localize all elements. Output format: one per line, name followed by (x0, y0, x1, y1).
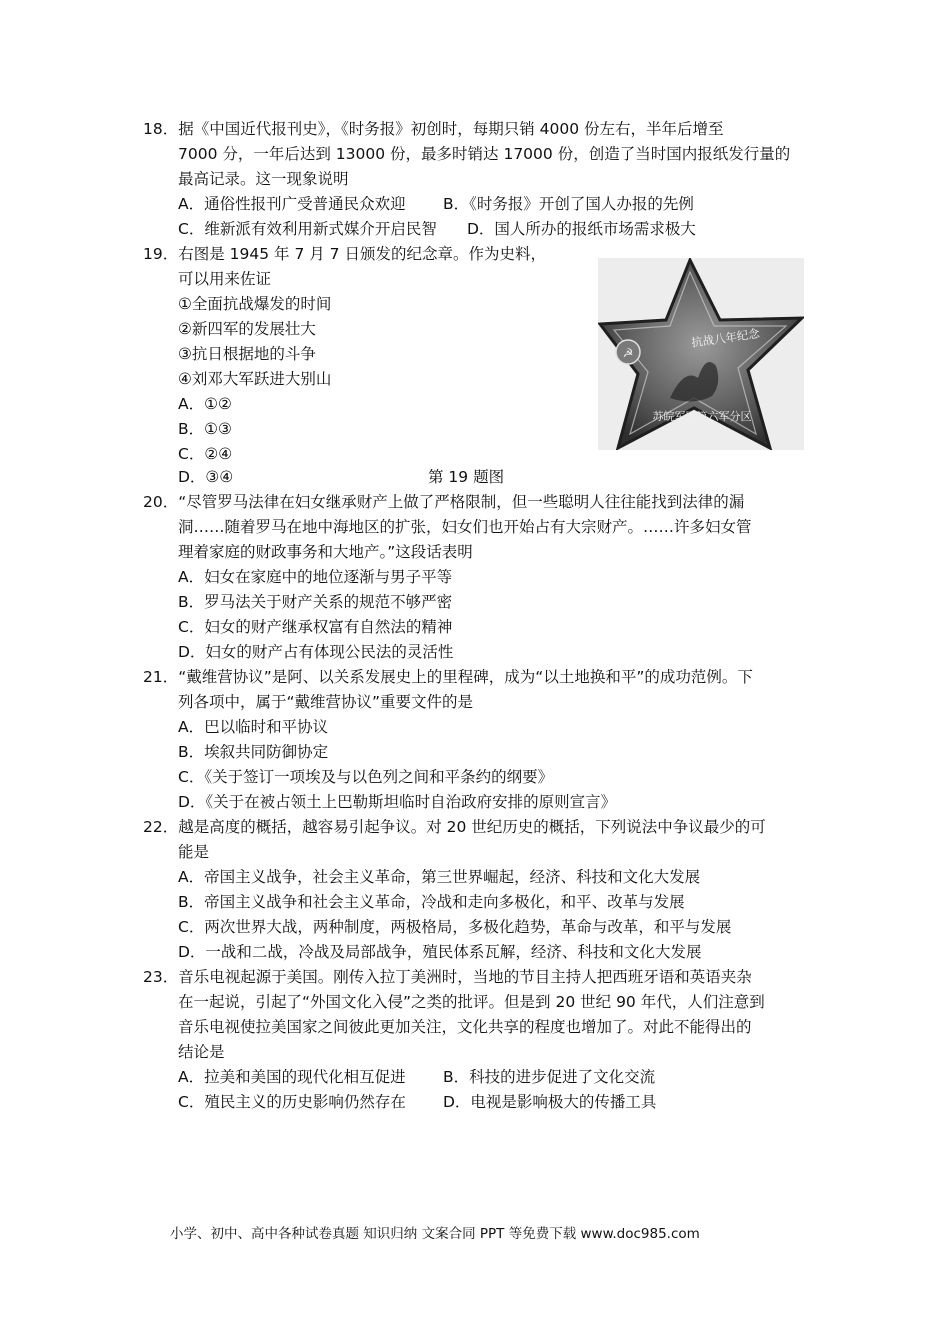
medal-bottom-inscription: 苏皖军区第六军分区 (652, 410, 752, 423)
q21-option-c: C．《关于签订一项埃及与以色列之间和平条约的纲要》 (178, 768, 554, 786)
q19-item-1: ①全面抗战爆发的时间 (178, 295, 332, 313)
q19-item-4: ④刘邓大军跃进大别山 (178, 370, 332, 388)
q22-line-1: 22．越是高度的概括，越容易引起争议。对 20 世纪历史的概括，下列说法中争议最少的可 (143, 818, 766, 836)
footer-advert: 小学、初中、高中各种试卷真题 知识归纳 文案合同 PPT 等免费下载 www.doc985.com (170, 1226, 700, 1242)
q23-option-c: C．殖民主义的历史影响仍然存在 (178, 1093, 406, 1111)
q22-option-d: D．一战和二战，冷战及局部战争，殖民体系瓦解，经济、科技和文化大发展 (178, 943, 702, 961)
q18-option-d: D．国人所办的报纸市场需求极大 (467, 220, 696, 238)
q19-line-1: 19．右图是 1945 年 7 月 7 日颁发的纪念章。作为史料， (143, 245, 546, 263)
q22-line-2: 能是 (178, 843, 210, 861)
q23-option-a: A．拉美和美国的现代化相互促进 (178, 1068, 406, 1086)
q20-line-3: 理着家庭的财政事务和大地产。”这段话表明 (178, 543, 473, 561)
q20-line-2: 洞……随着罗马在地中海地区的扩张，妇女们也开始占有大宗财产。……许多妇女管 (178, 518, 752, 536)
q18-option-a: A．通俗性报刊广受普通民众欢迎 (178, 195, 406, 213)
q19-line-2: 可以用来佐证 (178, 270, 272, 288)
q21-option-b: B．埃叙共同防御协定 (178, 743, 329, 761)
q18-option-c: C．维新派有效利用新式媒介开启民智 (178, 220, 437, 238)
q23-line-4: 结论是 (178, 1043, 225, 1061)
q23-option-d: D．电视是影响极大的传播工具 (443, 1093, 657, 1111)
q19-item-2: ②新四军的发展壮大 (178, 320, 316, 338)
q19-option-a: A．①② (178, 395, 232, 413)
medal-top-inscription: 抗战八年纪念 (690, 326, 761, 350)
q18-line-1: 18．据《中国近代报刊史》，《时务报》初创时，每期只销 4000 份左右，半年后增至 (143, 120, 724, 138)
q23-line-2: 在一起说，引起了“外国文化入侵”之类的批评。但是到 20 世纪 90 年代，人们注意到 (178, 993, 765, 1011)
q22-option-c: C．两次世界大战，两种制度，两极格局，多极化趋势，革命与改革，和平与发展 (178, 918, 732, 936)
q18-line-3: 最高记录。这一现象说明 (178, 170, 349, 188)
q21-option-a: A．巴以临时和平协议 (178, 718, 329, 736)
q23-option-b: B．科技的进步促进了文化交流 (443, 1068, 656, 1086)
q21-line-2: 列各项中，属于“戴维营协议”重要文件的是 (178, 693, 474, 711)
q19-option-d: D．③④ (178, 468, 234, 486)
figure-caption: 第 19 题图 (428, 468, 505, 486)
q21-option-d: D．《关于在被占领土上巴勒斯坦临时自治政府安排的原则宣言》 (178, 793, 617, 811)
q22-option-a: A．帝国主义战争，社会主义革命，第三世界崛起，经济、科技和文化大发展 (178, 868, 701, 886)
q20-option-b: B．罗马法关于财产关系的规范不够严密 (178, 593, 453, 611)
q23-line-3: 音乐电视使拉美国家之间彼此更加关注，文化共享的程度也增加了。对此不能得出的 (178, 1018, 752, 1036)
q23-line-1: 23．音乐电视起源于美国。刚传入拉丁美洲时，当地的节目主持人把西班牙语和英语夹杂 (143, 968, 752, 986)
q21-line-1: 21．“戴维营协议”是阿、以关系发展史上的里程碑，成为“以土地换和平”的成功范例。下 (143, 668, 753, 686)
q20-line-1: 20．“尽管罗马法律在妇女继承财产上做了严格限制，但一些聪明人往往能找到法律的漏 (143, 493, 745, 511)
q19-option-b: B．①③ (178, 420, 232, 438)
svg-text:☭: ☭ (622, 346, 634, 360)
q20-option-d: D．妇女的财产占有体现公民法的灵活性 (178, 643, 454, 661)
commemorative-medal-image (598, 258, 804, 450)
q18-line-2: 7000 分，一年后达到 13000 份，最多时销达 17000 份，创造了当时国内报纸发行量的 (178, 145, 791, 163)
q18-option-b: B．《时务报》开创了国人办报的先例 (443, 195, 694, 213)
q22-option-b: B．帝国主义战争和社会主义革命，冷战和走向多极化，和平、改革与发展 (178, 893, 685, 911)
q20-option-c: C．妇女的财产继承权富有自然法的精神 (178, 618, 453, 636)
q20-option-a: A．妇女在家庭中的地位逐渐与男子平等 (178, 568, 453, 586)
q19-option-c: C．②④ (178, 445, 233, 463)
q19-item-3: ③抗日根据地的斗争 (178, 345, 316, 363)
